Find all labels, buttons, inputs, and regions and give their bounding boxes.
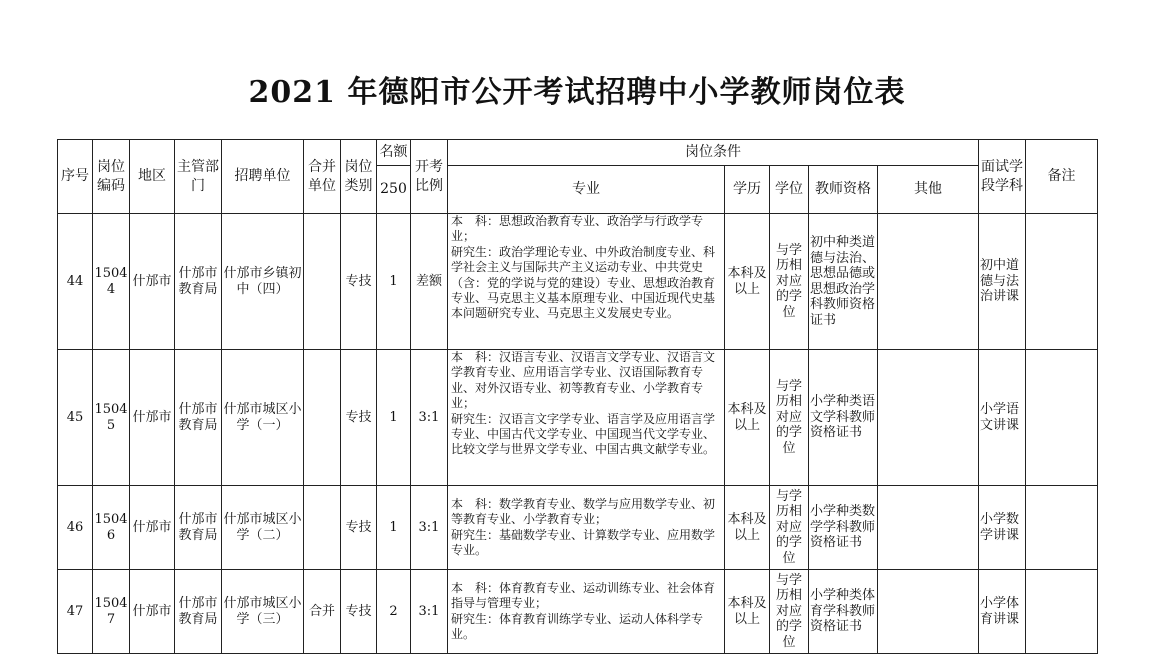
cell-education: 本科及以上 <box>725 570 770 654</box>
cell-quota: 1 <box>377 486 411 570</box>
header-seq: 序号 <box>58 140 93 214</box>
cell-unit: 什邡市城区小学（一） <box>222 350 304 486</box>
cell-other <box>878 486 979 570</box>
cell-merge <box>304 486 341 570</box>
header-ratio: 开考比例 <box>411 140 448 214</box>
cell-unit: 什邡市城区小学（二） <box>222 486 304 570</box>
cell-category: 专技 <box>341 486 377 570</box>
cell-major: 本 科：体育教育专业、运动训练专业、社会体育指导与管理专业； 研究生：体育教育训练学专业、运动人体科学专业。 <box>448 570 725 654</box>
cell-code: 15047 <box>93 570 130 654</box>
cell-region: 什邡市 <box>130 570 175 654</box>
header-other: 其他 <box>878 166 979 214</box>
cell-cert: 初中种类道德与法治、思想品德或思想政治学科教师资格证书 <box>809 214 878 350</box>
cell-major: 本 科：汉语言专业、汉语言文学专业、汉语言文学教育专业、应用语言学专业、汉语国际教育专业、对外汉语专业、初等教育专业、小学教育专业； 研究生：汉语言文字学专业、语言学及应用语言学专业、中国古代文学专业、中国现当代文学专业、比较文学与世界文学专业、中国古典文献学专业。 <box>448 350 725 486</box>
cell-unit: 什邡市乡镇初中（四） <box>222 214 304 350</box>
cell-ratio: 3:1 <box>411 350 448 486</box>
cell-category: 专技 <box>341 350 377 486</box>
cell-interview: 小学语文讲课 <box>979 350 1026 486</box>
cell-remarks <box>1026 486 1098 570</box>
header-code: 岗位编码 <box>93 140 130 214</box>
cell-interview: 初中道德与法治讲课 <box>979 214 1026 350</box>
cell-region: 什邡市 <box>130 214 175 350</box>
cell-quota: 1 <box>377 214 411 350</box>
table-row <box>58 350 1098 486</box>
cell-dept: 什邡市教育局 <box>175 214 222 350</box>
header-region: 地区 <box>130 140 175 214</box>
cell-unit: 什邡市城区小学（三） <box>222 570 304 654</box>
cell-code: 15044 <box>93 214 130 350</box>
cell-category: 专技 <box>341 570 377 654</box>
cell-other <box>878 570 979 654</box>
cell-merge <box>304 214 341 350</box>
table-row <box>58 486 1098 570</box>
cell-category: 专技 <box>341 214 377 350</box>
header-quota: 名额 <box>377 140 411 166</box>
header-merge: 合并单位 <box>304 140 341 214</box>
job-table <box>57 139 1098 654</box>
header-major: 专业 <box>448 166 725 214</box>
cell-ratio: 差额 <box>411 214 448 350</box>
cell-degree: 与学历相对应的学位 <box>770 350 809 486</box>
cell-ratio: 3:1 <box>411 486 448 570</box>
cell-other <box>878 214 979 350</box>
cell-remarks <box>1026 350 1098 486</box>
cell-ratio: 3:1 <box>411 570 448 654</box>
cell-seq: 46 <box>58 486 93 570</box>
cell-cert: 小学种类体育学科教师资格证书 <box>809 570 878 654</box>
cell-cert: 小学种类语文学科教师资格证书 <box>809 350 878 486</box>
table-row <box>58 214 1098 350</box>
header-unit: 招聘单位 <box>222 140 304 214</box>
cell-code: 15046 <box>93 486 130 570</box>
header-remarks: 备注 <box>1026 140 1098 214</box>
header-interview: 面试学段学科 <box>979 140 1026 214</box>
header-conditions: 岗位条件 <box>448 140 979 166</box>
cell-degree: 与学历相对应的学位 <box>770 570 809 654</box>
cell-code: 15045 <box>93 350 130 486</box>
cell-cert: 小学种类数学学科教师资格证书 <box>809 486 878 570</box>
cell-interview: 小学体育讲课 <box>979 570 1026 654</box>
cell-remarks <box>1026 214 1098 350</box>
header-education: 学历 <box>725 166 770 214</box>
cell-dept: 什邡市教育局 <box>175 486 222 570</box>
cell-education: 本科及以上 <box>725 214 770 350</box>
cell-major: 本 科：思想政治教育专业、政治学与行政学专业； 研究生：政治学理论专业、中外政治制度专业、科学社会主义与国际共产主义运动专业、中共党史（含：党的学说与党的建设）专业、思想政治教育专业、马克思主义基本原理专业、中国近现代史基本问题研究专业、马克思主义发展史专业。 <box>448 214 725 350</box>
cell-merge: 合并 <box>304 570 341 654</box>
cell-major: 本 科：数学教育专业、数学与应用数学专业、初等教育专业、小学教育专业； 研究生：基础数学专业、计算数学专业、应用数学专业。 <box>448 486 725 570</box>
cell-merge <box>304 350 341 486</box>
cell-seq: 45 <box>58 350 93 486</box>
cell-other <box>878 350 979 486</box>
header-degree: 学位 <box>770 166 809 214</box>
cell-remarks <box>1026 570 1098 654</box>
header-teacher-cert: 教师资格 <box>809 166 878 214</box>
cell-education: 本科及以上 <box>725 350 770 486</box>
page-title: 2021 年德阳市公开考试招聘中小学教师岗位表 <box>248 75 906 110</box>
cell-seq: 47 <box>58 570 93 654</box>
cell-interview: 小学数学讲课 <box>979 486 1026 570</box>
cell-quota: 1 <box>377 350 411 486</box>
cell-dept: 什邡市教育局 <box>175 570 222 654</box>
cell-dept: 什邡市教育局 <box>175 350 222 486</box>
cell-seq: 44 <box>58 214 93 350</box>
header-dept: 主管部门 <box>175 140 222 214</box>
table-row <box>58 570 1098 654</box>
header-category: 岗位类别 <box>341 140 377 214</box>
cell-degree: 与学历相对应的学位 <box>770 486 809 570</box>
cell-degree: 与学历相对应的学位 <box>770 214 809 350</box>
cell-quota: 2 <box>377 570 411 654</box>
cell-region: 什邡市 <box>130 350 175 486</box>
cell-region: 什邡市 <box>130 486 175 570</box>
cell-education: 本科及以上 <box>725 486 770 570</box>
header-quota-total: 250 <box>377 166 411 214</box>
